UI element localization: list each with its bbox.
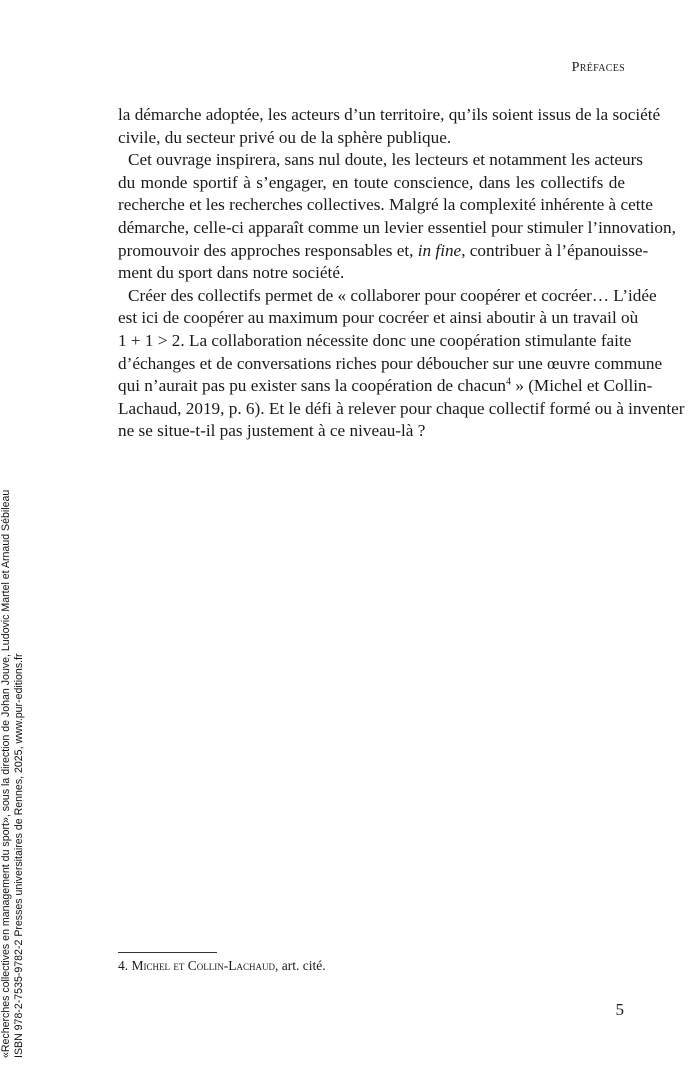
text-line: la démarche adoptée, les acteurs d’un territoire, qu’ils soient issus de la société — [118, 105, 661, 124]
paragraph — [118, 149, 676, 285]
text-line: 1 + 1 > 2. La collaboration nécessite donc une coopération stimulante faite — [118, 330, 632, 350]
footnote-number: 4. — [118, 958, 129, 973]
text-line: recherche et les recherches collectives. Malgré la complexité inhérente à cette — [118, 195, 653, 215]
running-header: Préfaces — [571, 60, 625, 75]
text-line: promouvoir des approches responsables et, in fine, contribuer à l’épanouisse- — [118, 240, 649, 260]
text-line: civile, du secteur privé ou de la sphère publique. — [118, 127, 452, 147]
footnote-separator — [118, 952, 217, 953]
footnote-authors: Michel et Collin-Lachaud — [131, 958, 275, 973]
text-line: Lachaud, 2019, p. 6). Et le défi à relever pour chaque collectif formé ou à inventer — [118, 398, 685, 418]
paragraph — [118, 285, 685, 443]
side-copyright-note — [0, 490, 26, 1060]
side-note-line-2: ISBN 978-2-7535-9782-2 Presses universitaires de Rennes, 2025, www.pur-editions.fr — [13, 653, 25, 1058]
footnote — [118, 958, 326, 974]
text-line: ne se situe-t-il pas justement à ce niveau-là ? — [118, 421, 426, 441]
text-line: qui n’aurait pas pu exister sans la coopération de chacun$^4$ » (Michel et Collin- — [118, 376, 653, 396]
paragraph — [118, 104, 661, 149]
side-note-line-1: «Recherches collectives en management du sport», sous la direction de Johan Jouve, Ludovic Martel et Arnaud Sébileau — [0, 489, 12, 1058]
page-number: 5 — [615, 1000, 624, 1019]
text-line: ment du sport dans notre société. — [118, 263, 345, 283]
text-line: d’échanges et de conversations riches pour déboucher sur une œuvre commune — [118, 353, 663, 373]
footnote-rest: , art. cité. — [274, 958, 326, 973]
body-text — [118, 104, 685, 443]
text-line: démarche, celle-ci apparaît comme un levier essentiel pour stimuler l’innovation, — [118, 217, 676, 237]
text-line: du monde sportif à s’engager, en toute conscience, dans les collectifs de — [118, 172, 625, 192]
text-line: Cet ouvrage inspirera, sans nul doute, les lecteurs et notamment les acteurs — [128, 150, 643, 170]
text-line: Créer des collectifs permet de « collaborer pour coopérer et cocréer… L’idée — [128, 285, 657, 305]
text-line: est ici de coopérer au maximum pour cocréer et ainsi aboutir à un travail où — [118, 308, 639, 328]
